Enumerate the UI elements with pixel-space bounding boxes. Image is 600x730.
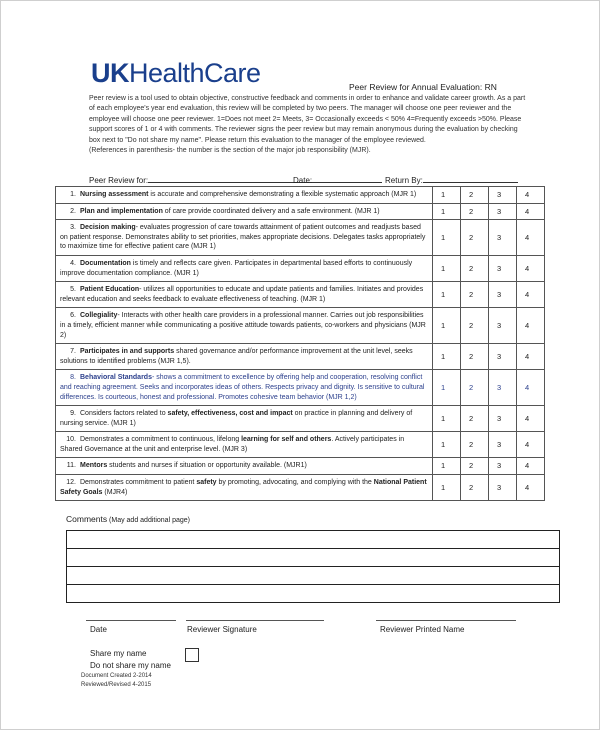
comment-line[interactable] <box>67 549 560 567</box>
date-label: Date <box>90 625 107 634</box>
score-option-3[interactable]: 3 <box>489 203 517 220</box>
reviewer-printed-name-line[interactable] <box>376 620 516 621</box>
criteria-row <box>56 282 545 308</box>
score-option-3[interactable]: 3 <box>489 370 517 406</box>
score-option-3[interactable]: 3 <box>489 282 517 308</box>
criteria-row <box>56 432 545 458</box>
share-name-options <box>90 648 171 671</box>
intro-reference-note: (References in parenthesis- the number is the section of the major job responsibility (MJR). <box>89 147 371 155</box>
score-option-3[interactable]: 3 <box>489 308 517 344</box>
score-option-2[interactable]: 2 <box>461 255 489 281</box>
score-option-3[interactable]: 3 <box>489 406 517 432</box>
document-revised-date: Reviewed/Revised 4-2015 <box>81 682 152 688</box>
score-option-4[interactable]: 4 <box>517 370 545 406</box>
intro-paragraph: Peer review is a tool used to obtain objective, constructive feedback and comments in order to enhance and validate career growth. As a part of each employee's year end evaluation, this review will be completed by two peers. The manager will choose one peer reviewer and the employee will choose one peer reviewer. 1=Does not meet 2= Meets, 3= Occasionally exceeds < 50% 4=Frequently exceeds >50%. Please support scores of 1 or 4 with comments. The reviewer signs the peer review but may remain anonymous during the evaluation by checking box next to "Do not share my name". Please return this evaluation to the manager of the employee reviewed. <box>89 95 526 144</box>
document-created-date: Document Created 2-2014 <box>81 673 152 679</box>
criteria-row <box>56 255 545 281</box>
comment-line[interactable] <box>67 531 560 549</box>
return-by-field[interactable]: Return By: <box>385 174 518 185</box>
criteria-row <box>56 406 545 432</box>
score-option-1[interactable]: 1 <box>433 187 461 204</box>
score-option-3[interactable]: 3 <box>489 475 517 501</box>
comments-label: Comments (May add additional page) <box>66 514 190 524</box>
score-option-4[interactable]: 4 <box>517 220 545 256</box>
comments-box[interactable] <box>66 530 560 603</box>
intro-text <box>89 94 529 156</box>
criteria-text: 12. Demonstrates commitment to patient safety by promoting, advocating, and complying with the National Patient Safety Goals (MJR4) <box>56 475 433 501</box>
share-name-label: Share my name <box>90 649 147 658</box>
criteria-row <box>56 458 545 475</box>
score-option-1[interactable]: 1 <box>433 220 461 256</box>
score-option-2[interactable]: 2 <box>461 220 489 256</box>
criteria-text: 8. Behavioral Standards- shows a commitment to excellence by offering help and cooperation, resolving conflict and reaching agreement. Seeks and incorporates ideas of others. Respects privacy and dignity. Is sensitive to cultural differences. Is courteous, honest and professional. Promotes cohesive team behavior (MJR 1,2) <box>56 370 433 406</box>
score-option-2[interactable]: 2 <box>461 187 489 204</box>
score-option-3[interactable]: 3 <box>489 255 517 281</box>
score-option-4[interactable]: 4 <box>517 344 545 370</box>
score-option-4[interactable]: 4 <box>517 282 545 308</box>
score-option-1[interactable]: 1 <box>433 458 461 475</box>
date-field[interactable]: Date: <box>293 174 382 185</box>
criteria-text: 11. Mentors students and nurses if situation or opportunity available. (MJR1) <box>56 458 433 475</box>
score-option-3[interactable]: 3 <box>489 220 517 256</box>
criteria-text: 4. Documentation is timely and reflects care given. Participates in departmental based efforts to continuously improve documentation compliance. (MJR 1) <box>56 255 433 281</box>
score-option-2[interactable]: 2 <box>461 406 489 432</box>
peer-review-for-field[interactable]: Peer Review for: <box>89 174 318 185</box>
score-option-3[interactable]: 3 <box>489 458 517 475</box>
criteria-table <box>55 186 545 501</box>
do-not-share-name-label: Do not share my name <box>90 660 171 670</box>
score-option-4[interactable]: 4 <box>517 308 545 344</box>
score-option-3[interactable]: 3 <box>489 432 517 458</box>
criteria-text: 1. Nursing assessment is accurate and comprehensive demonstrating a flexible systematic approach (MJR 1) <box>56 187 433 204</box>
criteria-text: 5. Patient Education- utilizes all opportunities to educate and update patients and families. Initiates and provides relevant education and seeks feedback to evaluate effectiveness of teaching. (MJR 1) <box>56 282 433 308</box>
comment-line[interactable] <box>67 567 560 585</box>
date-signature-line[interactable] <box>86 620 176 621</box>
do-not-share-checkbox[interactable] <box>185 648 199 662</box>
score-option-1[interactable]: 1 <box>433 370 461 406</box>
reviewer-printed-name-label: Reviewer Printed Name <box>380 625 465 634</box>
score-option-1[interactable]: 1 <box>433 203 461 220</box>
score-option-1[interactable]: 1 <box>433 475 461 501</box>
score-option-4[interactable]: 4 <box>517 475 545 501</box>
score-option-4[interactable]: 4 <box>517 432 545 458</box>
criteria-row <box>56 187 545 204</box>
criteria-row <box>56 220 545 256</box>
score-option-1[interactable]: 1 <box>433 255 461 281</box>
score-option-3[interactable]: 3 <box>489 344 517 370</box>
criteria-text: 7. Participates in and supports shared governance and/or performance improvement at the unit level, seeks solutions to identified problems (MJR 1,5). <box>56 344 433 370</box>
score-option-2[interactable]: 2 <box>461 282 489 308</box>
score-option-2[interactable]: 2 <box>461 475 489 501</box>
criteria-row <box>56 475 545 501</box>
score-option-4[interactable]: 4 <box>517 458 545 475</box>
score-option-4[interactable]: 4 <box>517 406 545 432</box>
criteria-text: 6. Collegiality- Interacts with other health care providers in a professional manner. Carries out job responsibilities in a timely, efficient manner while communicating a positive attitude towards patients, co-workers and physicians (MJR 2) <box>56 308 433 344</box>
reviewer-signature-label: Reviewer Signature <box>187 625 257 634</box>
criteria-row <box>56 203 545 220</box>
score-option-2[interactable]: 2 <box>461 458 489 475</box>
score-option-1[interactable]: 1 <box>433 308 461 344</box>
score-option-1[interactable]: 1 <box>433 344 461 370</box>
criteria-text: 10. Demonstrates a commitment to continuous, lifelong learning for self and others. Actively participates in Shared Governance at the unit and enterprise level. (MJR 3) <box>56 432 433 458</box>
score-option-2[interactable]: 2 <box>461 432 489 458</box>
reviewer-signature-line[interactable] <box>186 620 324 621</box>
criteria-row <box>56 344 545 370</box>
score-option-2[interactable]: 2 <box>461 370 489 406</box>
score-option-1[interactable]: 1 <box>433 432 461 458</box>
criteria-row <box>56 370 545 406</box>
score-option-3[interactable]: 3 <box>489 187 517 204</box>
criteria-row <box>56 308 545 344</box>
score-option-4[interactable]: 4 <box>517 255 545 281</box>
score-option-2[interactable]: 2 <box>461 203 489 220</box>
criteria-text: 2. Plan and implementation of care provide coordinated delivery and a safe environment. (MJR 1) <box>56 203 433 220</box>
score-option-1[interactable]: 1 <box>433 282 461 308</box>
score-option-1[interactable]: 1 <box>433 406 461 432</box>
score-option-2[interactable]: 2 <box>461 344 489 370</box>
document-footer <box>81 672 152 690</box>
ukhealthcare-logo: UKHealthCare <box>91 58 261 88</box>
criteria-text: 9. Considers factors related to safety, effectiveness, cost and impact on practice in planning and delivery of nursing service. (MJR 1) <box>56 406 433 432</box>
criteria-text: 3. Decision making- evaluates progression of care towards attainment of patient outcomes and readjusts based on patient response. Demonstrates ability to set priorities, makes appropriate decisions. Delegates tasks appropriately to maximize time for effective patient care (MJR 1) <box>56 220 433 256</box>
score-option-4[interactable]: 4 <box>517 187 545 204</box>
document-title: Peer Review for Annual Evaluation: RN <box>349 82 497 92</box>
score-option-2[interactable]: 2 <box>461 308 489 344</box>
comment-line[interactable] <box>67 585 560 603</box>
score-option-4[interactable]: 4 <box>517 203 545 220</box>
